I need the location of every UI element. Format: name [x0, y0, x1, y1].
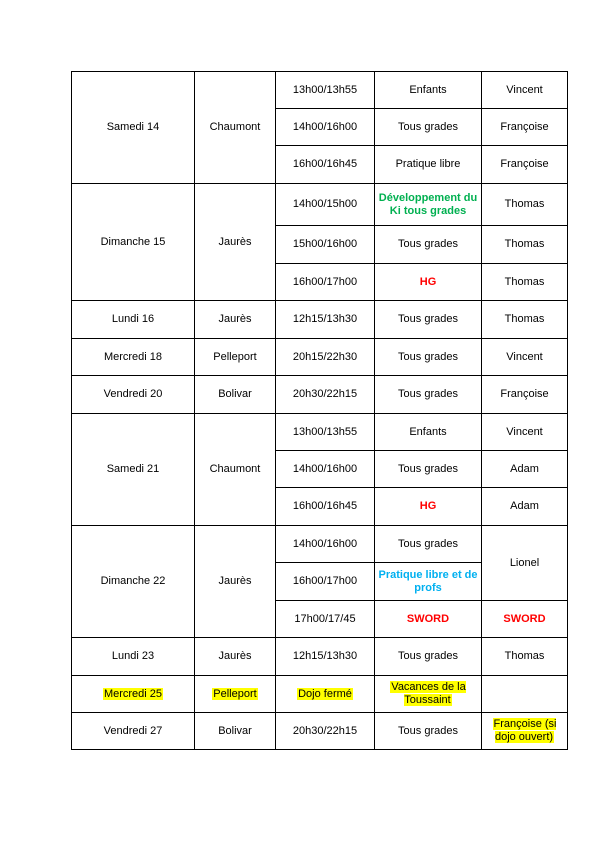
table-row — [72, 72, 568, 109]
highlighted-text: Pelleport — [213, 687, 257, 700]
course-cell: Enfants — [375, 414, 482, 451]
highlighted-text: Mercredi 25 — [103, 687, 163, 700]
table-row — [72, 676, 568, 713]
table-row — [72, 638, 568, 676]
time-cell: 13h00/13h55 — [276, 414, 375, 451]
course-cell: Enfants — [375, 72, 482, 109]
course-cell: SWORD — [375, 601, 482, 638]
place-cell: Jaurès — [195, 638, 276, 676]
day-cell: Vendredi 20 — [72, 376, 195, 414]
day-cell: Mercredi 18 — [72, 339, 195, 376]
place-cell: Chaumont — [195, 72, 276, 184]
time-cell: 15h00/16h00 — [276, 226, 375, 264]
day-cell: Dimanche 22 — [72, 526, 195, 638]
teacher-cell: Françoise — [482, 146, 568, 184]
table-row — [72, 301, 568, 339]
course-cell: Tous grades — [375, 339, 482, 376]
day-cell: Lundi 23 — [72, 638, 195, 676]
time-cell: 20h30/22h15 — [276, 713, 375, 750]
time-cell: 14h00/16h00 — [276, 109, 375, 146]
course-cell: Pratique libre — [375, 146, 482, 184]
table-row — [72, 376, 568, 414]
time-cell: 16h00/17h00 — [276, 563, 375, 601]
table-row — [72, 339, 568, 376]
teacher-cell: Thomas — [482, 184, 568, 226]
time-cell: 14h00/16h00 — [276, 451, 375, 488]
teacher-cell: Thomas — [482, 226, 568, 264]
teacher-cell: Adam — [482, 488, 568, 526]
day-cell — [72, 676, 195, 713]
course-cell: Tous grades — [375, 226, 482, 264]
place-cell — [195, 676, 276, 713]
time-cell: 20h15/22h30 — [276, 339, 375, 376]
course-cell: Pratique libre et de profs — [375, 563, 482, 601]
teacher-cell — [482, 713, 568, 750]
place-cell: Jaurès — [195, 184, 276, 301]
table-row — [72, 526, 568, 563]
place-cell: Chaumont — [195, 414, 276, 526]
highlighted-text: Vacances de la Toussaint — [391, 681, 466, 706]
place-cell: Jaurès — [195, 301, 276, 339]
time-cell: 12h15/13h30 — [276, 638, 375, 676]
day-cell: Samedi 14 — [72, 72, 195, 184]
highlighted-text: Françoise (si dojo ouvert) — [493, 718, 557, 743]
teacher-cell: Thomas — [482, 638, 568, 676]
course-cell: Tous grades — [375, 526, 482, 563]
course-cell: Tous grades — [375, 451, 482, 488]
day-cell: Lundi 16 — [72, 301, 195, 339]
place-cell: Bolivar — [195, 376, 276, 414]
time-cell: 16h00/17h00 — [276, 264, 375, 301]
course-cell — [375, 676, 482, 713]
course-cell: Tous grades — [375, 109, 482, 146]
time-cell: 12h15/13h30 — [276, 301, 375, 339]
time-cell — [276, 676, 375, 713]
time-cell: 17h00/17/45 — [276, 601, 375, 638]
table-row — [72, 184, 568, 226]
course-cell: Tous grades — [375, 638, 482, 676]
course-cell: Tous grades — [375, 713, 482, 750]
course-cell: Développement du Ki tous grades — [375, 184, 482, 226]
teacher-cell: Françoise — [482, 109, 568, 146]
course-cell: Tous grades — [375, 301, 482, 339]
course-cell: HG — [375, 264, 482, 301]
highlighted-text: Dojo fermé — [298, 687, 352, 700]
time-cell: 16h00/16h45 — [276, 488, 375, 526]
time-cell: 20h30/22h15 — [276, 376, 375, 414]
teacher-cell: SWORD — [482, 601, 568, 638]
teacher-cell: Thomas — [482, 264, 568, 301]
teacher-cell: Thomas — [482, 301, 568, 339]
place-cell: Pelleport — [195, 339, 276, 376]
place-cell: Jaurès — [195, 526, 276, 638]
teacher-cell: Adam — [482, 451, 568, 488]
place-cell: Bolivar — [195, 713, 276, 750]
time-cell: 13h00/13h55 — [276, 72, 375, 109]
time-cell: 16h00/16h45 — [276, 146, 375, 184]
teacher-cell: Vincent — [482, 339, 568, 376]
teacher-cell: Vincent — [482, 72, 568, 109]
teacher-cell: Françoise — [482, 376, 568, 414]
course-cell: Tous grades — [375, 376, 482, 414]
time-cell: 14h00/15h00 — [276, 184, 375, 226]
day-cell: Samedi 21 — [72, 414, 195, 526]
teacher-cell: Vincent — [482, 414, 568, 451]
teacher-cell: Lionel — [482, 526, 568, 601]
course-cell: HG — [375, 488, 482, 526]
teacher-cell — [482, 676, 568, 713]
day-cell: Vendredi 27 — [72, 713, 195, 750]
table-row — [72, 713, 568, 750]
time-cell: 14h00/16h00 — [276, 526, 375, 563]
table-row — [72, 414, 568, 451]
schedule-table — [71, 71, 568, 750]
day-cell: Dimanche 15 — [72, 184, 195, 301]
